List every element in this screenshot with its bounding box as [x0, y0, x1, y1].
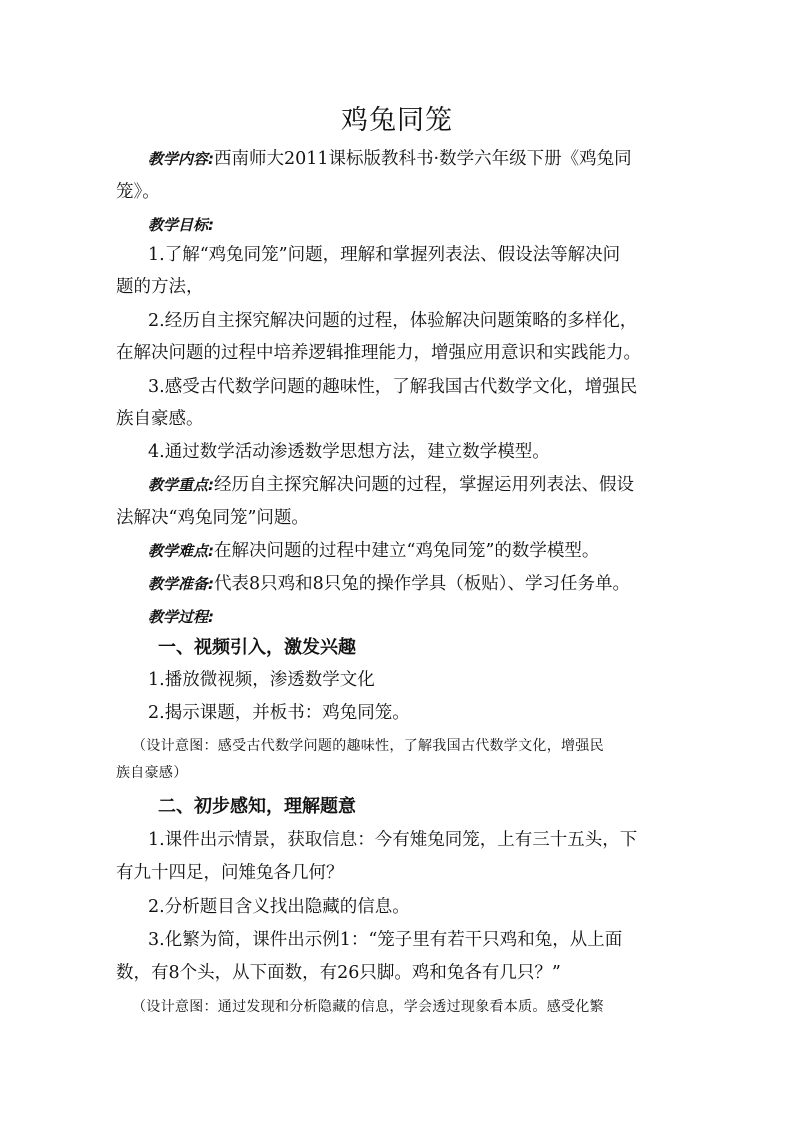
content-line-1: 教学内容:西南师大2011课标版教科书·数学六年级下册《鸡兔同: [148, 149, 632, 169]
key-label: 教学重点:: [148, 476, 214, 494]
section-2-item-1-line-1: 1.课件出示情景，获取信息：今有雉兔同笼，上有三十五头，下: [148, 830, 638, 850]
goal-2-line-1: 2.经历自主探究解决问题的过程，体验解决问题策略的多样化，: [148, 311, 638, 331]
section-2-item-3-line-2: 数，有8个头，从下面数，有26只脚。鸡和兔各有几只？”: [116, 963, 561, 983]
goals-label: 教学目标:: [148, 216, 214, 234]
section-2-item-1-line-2: 有九十四足，问雉兔各几何？: [116, 863, 344, 883]
page-title: 鸡兔同笼: [341, 105, 453, 136]
content-line-2: 笼》。: [116, 182, 160, 202]
goal-3-line-2: 族自豪感。: [116, 409, 204, 429]
section-1-item-2: 2.揭示课题，并板书：鸡兔同笼。: [148, 703, 410, 723]
prep-label: 教学准备:: [148, 575, 214, 593]
goal-2-line-2: 在解决问题的过程中培养逻辑推理能力，增强应用意识和实践能力。: [116, 343, 641, 363]
key-line-1: 教学重点:经历自主探究解决问题的过程，掌握运用列表法、假设: [148, 475, 634, 495]
content-label: 教学内容:: [148, 150, 214, 168]
section-1-heading: 一、视频引入，激发兴趣: [158, 637, 356, 658]
key-line-2: 法解决“鸡兔同笼”问题。: [116, 508, 309, 528]
section-1-note-line-1: （设计意图：感受古代数学问题的趣味性，了解我国古代数学文化，增强民: [132, 738, 604, 754]
goal-1-line-1: 1.了解“鸡兔同笼”问题，理解和掌握列表法、假设法等解决问: [148, 245, 621, 265]
prep-line: 教学准备:代表8只鸡和8只兔的操作学具（板贴）、学习任务单。: [148, 574, 631, 594]
goal-4: 4.通过数学活动渗透数学思想方法，建立数学模型。: [148, 442, 550, 462]
section-2-item-2: 2.分析题目含义找出隐藏的信息。: [148, 897, 410, 917]
section-1-note-line-2: 族自豪感）: [116, 765, 188, 781]
difficulty-line: 教学难点:在解决问题的过程中建立“鸡兔同笼”的数学模型。: [148, 541, 600, 561]
section-2-note-line-1: （设计意图：通过发现和分析隐藏的信息，学会透过现象看本质。感受化繁: [132, 999, 604, 1015]
section-2-heading: 二、初步感知，理解题意: [158, 796, 356, 817]
section-2-item-3-line-1: 3.化繁为简，课件出示例1：“笼子里有若干只鸡和兔，从上面: [148, 930, 623, 950]
goal-3-line-1: 3.感受古代数学问题的趣味性，了解我国古代数学文化，增强民: [148, 377, 638, 397]
section-1-item-1: 1.播放微视频，渗透数学文化: [148, 670, 375, 690]
goal-1-line-2: 题的方法，: [116, 277, 204, 297]
difficulty-label: 教学难点:: [148, 542, 214, 560]
process-label: 教学过程:: [148, 608, 214, 626]
